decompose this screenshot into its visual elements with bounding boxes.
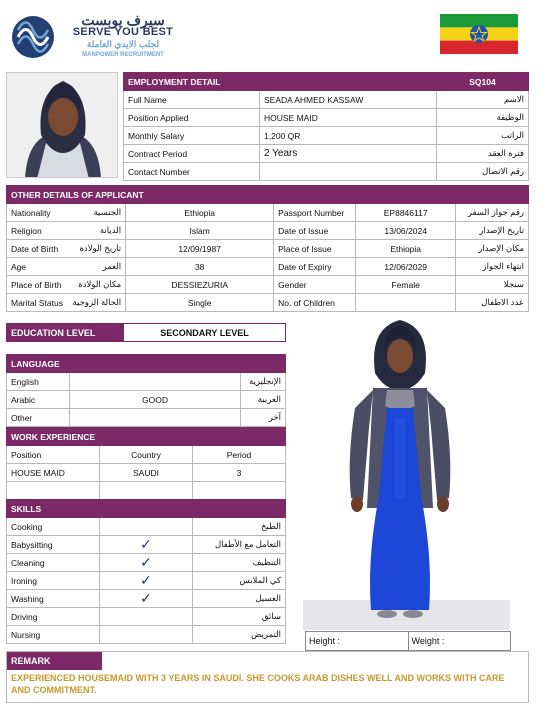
work-position: [7, 482, 100, 500]
remark-section: [6, 651, 529, 703]
other-value: 38: [126, 258, 274, 276]
skill-check: [100, 536, 193, 554]
other-label-ar: سنجلا: [456, 276, 529, 294]
work-position: HOUSE MAID: [7, 464, 100, 482]
language-level: [70, 409, 241, 427]
skill-name-ar: كي الملابس: [193, 572, 286, 590]
logo-arabic: سيرف يوبست: [81, 12, 165, 28]
remark-text: EXPERIENCED HOUSEMAID WITH 3 YEARS IN SAUDI. SHE COOKS ARAB DISHES WELL AND WORKS WITH CARE AND COMMITMENT.: [11, 673, 505, 695]
employment-label: Full Name: [124, 91, 260, 109]
language-table: [6, 354, 286, 427]
weight-label: Weight :: [411, 636, 445, 646]
other-value: Single: [126, 294, 274, 312]
other-value: 13/06/2024: [356, 222, 456, 240]
work-country: [100, 482, 193, 500]
checkmark-icon: ✓: [140, 536, 152, 553]
other-label-ar: انتهاء الجواز: [456, 258, 529, 276]
employment-value: 1,200 QR: [260, 127, 437, 145]
language-name-ar: آخر: [241, 409, 286, 427]
height-label: Height :: [309, 636, 341, 646]
employment-value: HOUSE MAID: [260, 109, 437, 127]
work-experience-table: [6, 427, 286, 500]
employment-label-ar: الاسم: [437, 91, 529, 109]
other-value: DESSIEZURIA: [126, 276, 274, 294]
employee-code: SQ104: [437, 73, 529, 91]
skill-name: Washing: [7, 590, 100, 608]
language-name-ar: العربية: [241, 391, 286, 409]
skill-name: Babysitting: [7, 536, 100, 554]
other-label-ar: العمر: [69, 258, 126, 276]
logo-sub: MANPOWER RECRUITMENT: [82, 52, 164, 58]
education-level-value: SECONDARY LEVEL: [160, 328, 249, 338]
other-label-ar: تاريخ الإصدار: [456, 222, 529, 240]
employment-label-ar: الراتب: [437, 127, 529, 145]
skills-title: SKILLS: [7, 500, 286, 518]
skill-check: [100, 554, 193, 572]
employment-value: [260, 163, 437, 181]
skill-check: [100, 590, 193, 608]
other-label: Date of Expiry: [274, 258, 356, 276]
other-label: Place of Birth: [7, 276, 69, 294]
other-label-ar: الجنسية: [69, 204, 126, 222]
other-value: 12/09/1987: [126, 240, 274, 258]
other-label: Place of Issue: [274, 240, 356, 258]
language-level: GOOD: [70, 391, 241, 409]
other-label: Date of Birth: [7, 240, 69, 258]
work-header-country: Country: [100, 446, 193, 464]
language-name: Other: [7, 409, 70, 427]
skill-name: Ironing: [7, 572, 100, 590]
other-label-ar: رقم جواز السفر: [456, 204, 529, 222]
language-title: LANGUAGE: [7, 355, 286, 373]
work-experience-title: WORK EXPERIENCE: [7, 428, 286, 446]
checkmark-icon: ✓: [140, 590, 152, 607]
checkmark-icon: ✓: [140, 572, 152, 589]
skill-check: [100, 608, 193, 626]
education-level-label: EDUCATION LEVEL: [7, 324, 124, 341]
other-value: EP8846117: [356, 204, 456, 222]
weight-field: [409, 631, 512, 651]
skill-check: [100, 626, 193, 644]
ethiopia-flag-icon: [440, 14, 518, 54]
other-value: 12/06/2029: [356, 258, 456, 276]
applicant-full-body-photo: [303, 318, 510, 630]
skill-name: Driving: [7, 608, 100, 626]
skill-check: [100, 572, 193, 590]
remark-title: REMARK: [7, 652, 102, 670]
employment-label: Position Applied: [124, 109, 260, 127]
applicant-portrait-photo: [6, 72, 118, 178]
company-logo: [8, 12, 178, 62]
other-label: Marital Status: [7, 294, 69, 312]
work-header-position: Position: [7, 446, 100, 464]
skill-name-ar: التنظيف: [193, 554, 286, 572]
skill-name-ar: سائق: [193, 608, 286, 626]
skill-name-ar: التعامل مع الأطفال: [193, 536, 286, 554]
education-level-row: [6, 323, 286, 342]
employment-label: Monthly Salary: [124, 127, 260, 145]
skill-check: [100, 518, 193, 536]
language-name: English: [7, 373, 70, 391]
employment-label-ar: رقم الاتصال: [437, 163, 529, 181]
language-name: Arabic: [7, 391, 70, 409]
logo-name: SERVE YOU BEST: [72, 26, 174, 38]
other-label-ar: تاريخ الولادة: [69, 240, 126, 258]
other-label: Passport Number: [274, 204, 356, 222]
other-label-ar: الحالة الزوجية: [69, 294, 126, 312]
employment-detail-table: [123, 72, 529, 181]
employment-label: Contact Number: [124, 163, 260, 181]
height-field: [305, 631, 409, 651]
skill-name-ar: الطبخ: [193, 518, 286, 536]
work-period: [193, 482, 286, 500]
other-value: Ethiopia: [126, 204, 274, 222]
other-value: [356, 294, 456, 312]
logo-arabic-sub: لجلب الايدي العاملة: [86, 39, 160, 49]
other-label-ar: مكان الولادة: [69, 276, 126, 294]
employment-value: 2 Years: [260, 145, 437, 163]
other-label: Religion: [7, 222, 69, 240]
employment-label-ar: فترة العقد: [437, 145, 529, 163]
skills-table: [6, 499, 286, 644]
other-value: Islam: [126, 222, 274, 240]
skill-name: Nursing: [7, 626, 100, 644]
other-value: Female: [356, 276, 456, 294]
other-label-ar: مكان الإصدار: [456, 240, 529, 258]
other-value: Ethiopia: [356, 240, 456, 258]
skill-name: Cooking: [7, 518, 100, 536]
employment-value: SEADA AHMED KASSAW: [260, 91, 437, 109]
work-header-period: Period: [193, 446, 286, 464]
other-details-title: OTHER DETAILS OF APPLICANT: [7, 186, 529, 204]
other-label: Date of Issue: [274, 222, 356, 240]
skill-name: Cleaning: [7, 554, 100, 572]
language-level: [70, 373, 241, 391]
other-label-ar: عدد الاطفال: [456, 294, 529, 312]
employment-label: Contract Period: [124, 145, 260, 163]
language-name-ar: الإنجليزية: [241, 373, 286, 391]
skill-name-ar: الغسيل: [193, 590, 286, 608]
other-label-ar: الديانة: [69, 222, 126, 240]
employment-label-ar: الوظيفة: [437, 109, 529, 127]
other-label: Gender: [274, 276, 356, 294]
logo-emblem-icon: [8, 14, 58, 60]
other-label: Nationality: [7, 204, 69, 222]
checkmark-icon: ✓: [140, 554, 152, 571]
employment-detail-title: EMPLOYMENT DETAIL: [124, 73, 437, 91]
work-country: SAUDI: [100, 464, 193, 482]
other-label: Age: [7, 258, 69, 276]
other-details-table: [6, 185, 529, 312]
measurement-row: [305, 631, 511, 651]
work-period: 3: [193, 464, 286, 482]
skill-name-ar: التمريض: [193, 626, 286, 644]
other-label: No. of Children: [274, 294, 356, 312]
